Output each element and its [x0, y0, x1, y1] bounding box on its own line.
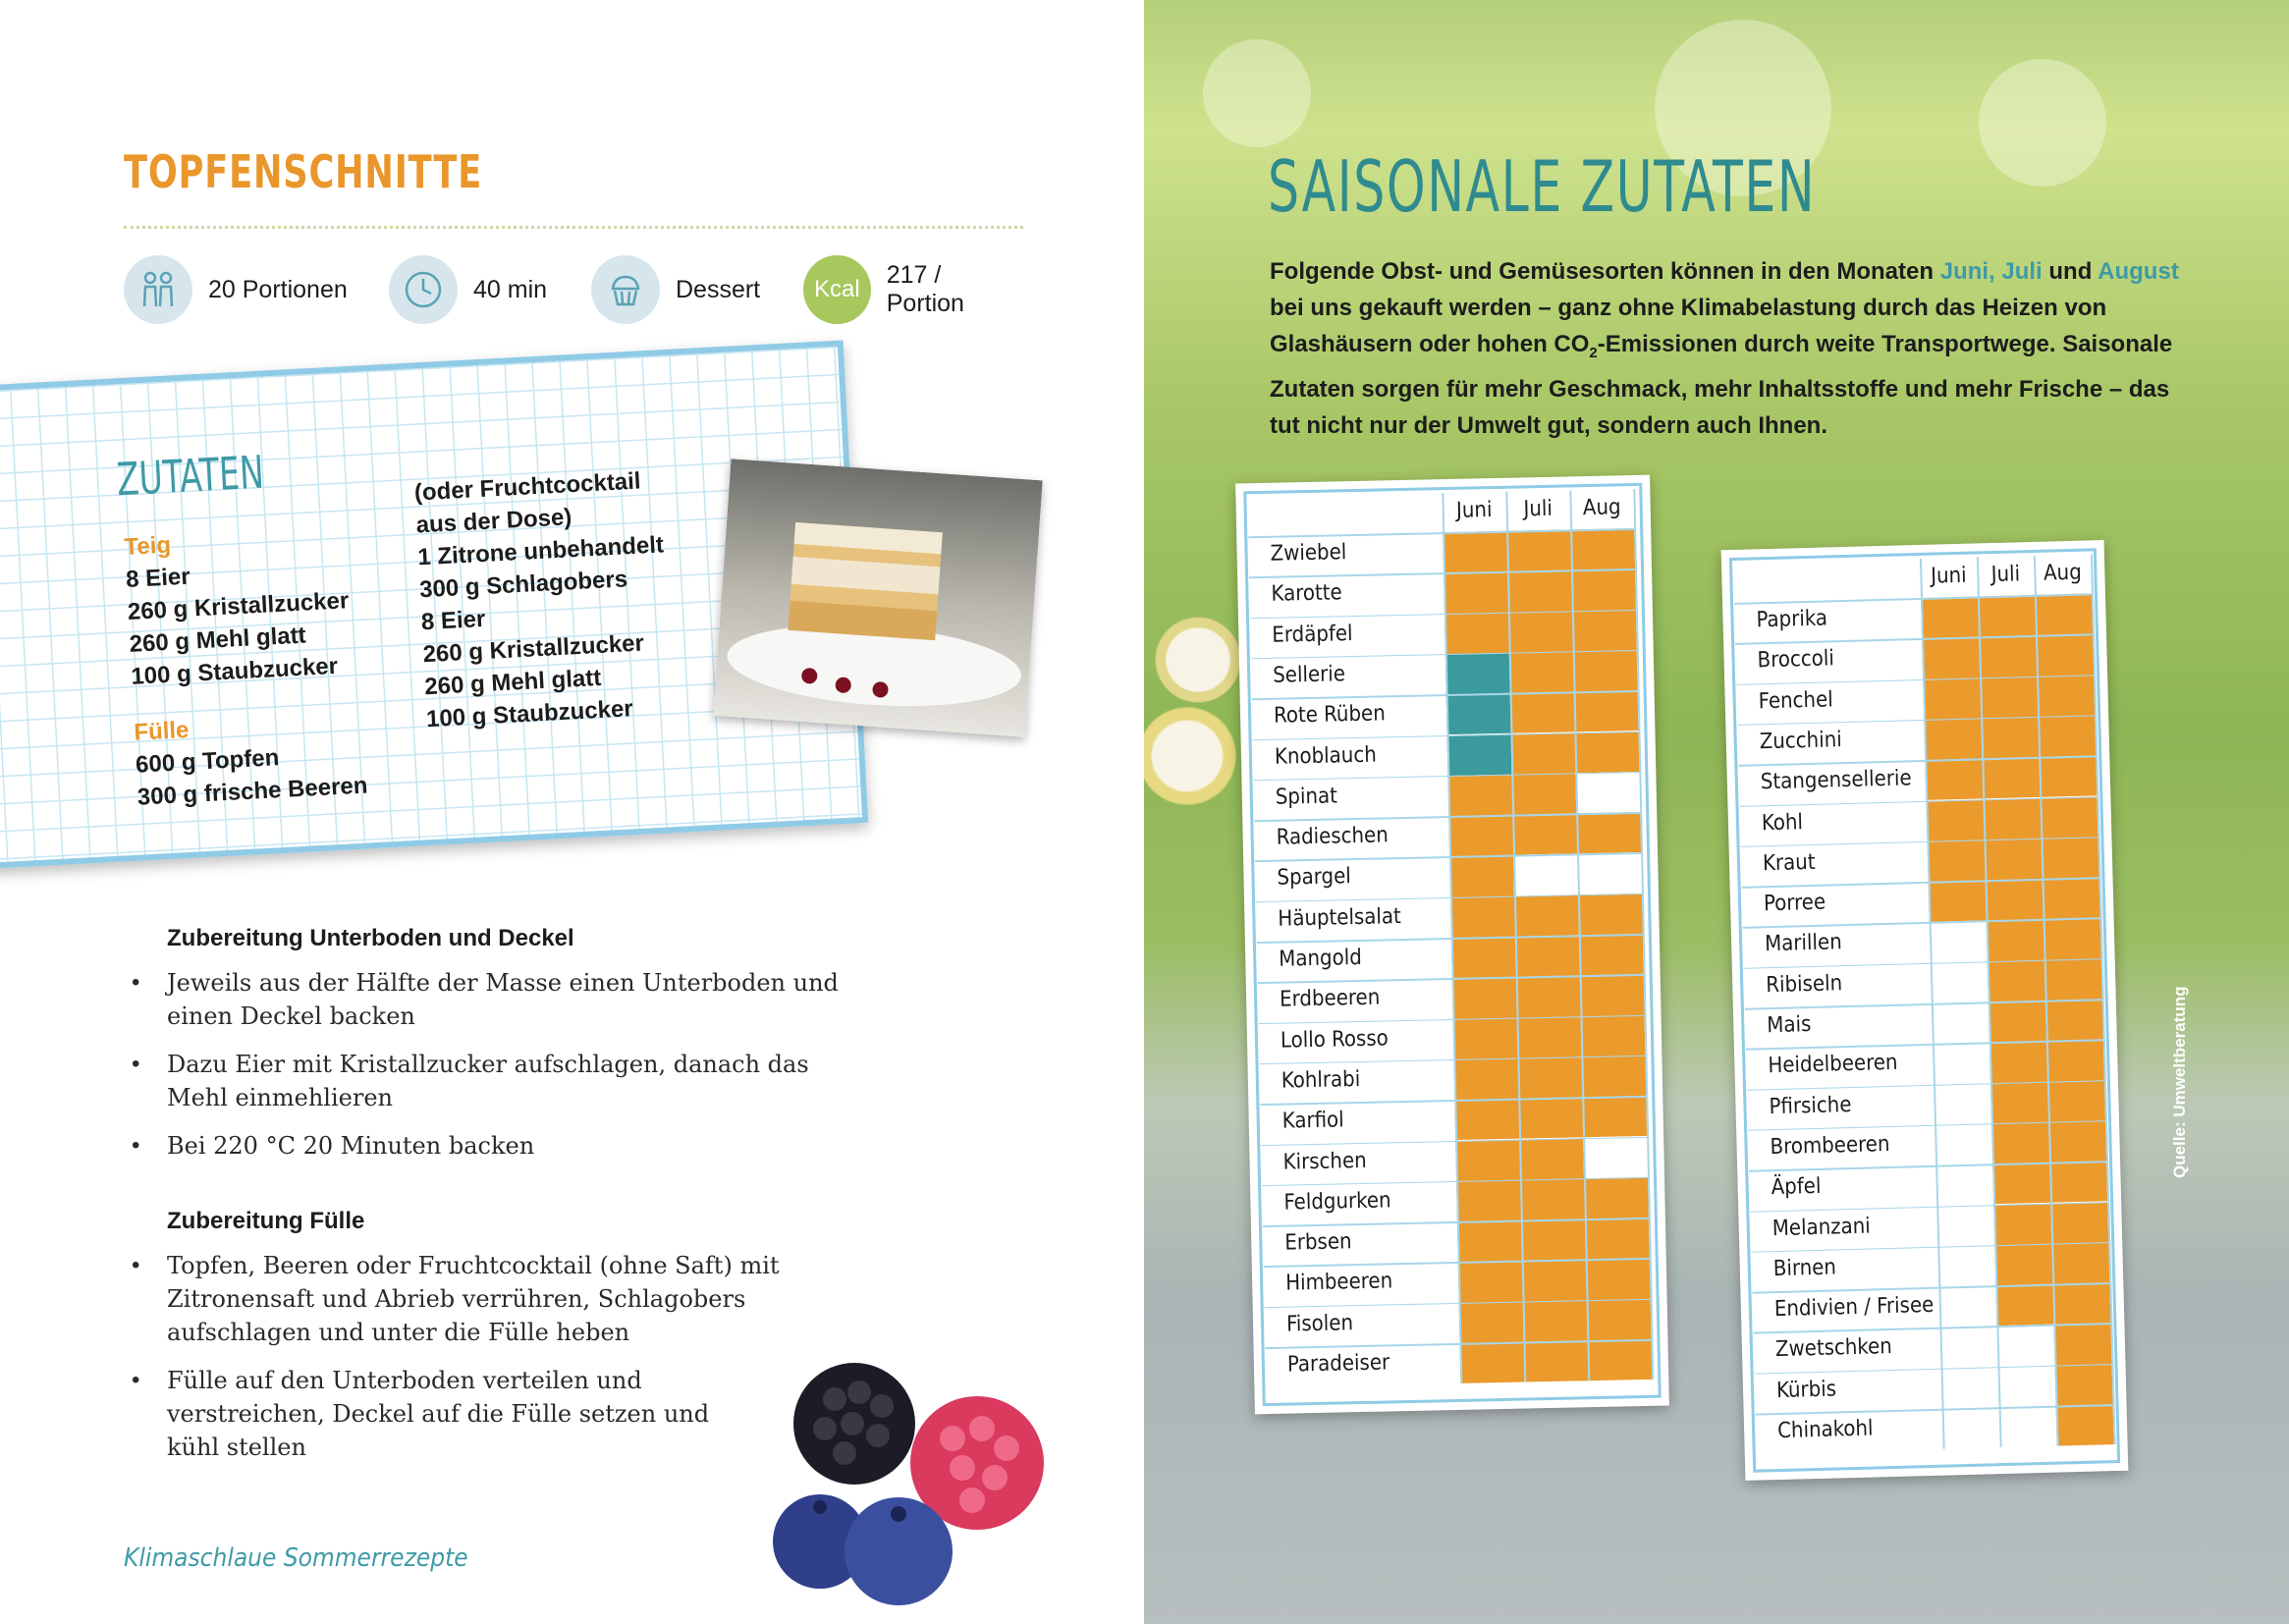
ripe-cell: [1990, 1081, 2048, 1123]
steps-unterboden: [167, 925, 874, 1177]
produce-label: Zwetschken: [1774, 1334, 1893, 1363]
produce-label: Erbsen: [1284, 1229, 1352, 1256]
ingredients-col1: [124, 519, 369, 814]
produce-label: Fenchel: [1758, 686, 1834, 714]
month-header: Aug: [1582, 495, 1621, 521]
ripe-cell: [1923, 677, 1981, 720]
empty-cell: [1513, 854, 1578, 896]
ripe-cell: [1992, 1163, 2050, 1205]
ripe-cell: [1518, 1097, 1583, 1139]
ripe-cell: [1575, 731, 1640, 773]
ripe-cell: [1512, 813, 1577, 855]
ripe-cell: [1981, 717, 2039, 759]
ripe-cell: [1993, 1203, 2051, 1245]
empty-cell: [1932, 1001, 1989, 1044]
ripe-cell: [1454, 1099, 1519, 1141]
step-item: • Jeweils aus der Hälfte der Masse einen Unterboden und einen Deckel backen: [167, 966, 874, 1033]
ripe-cell: [1452, 977, 1517, 1019]
ripe-cell: [1447, 774, 1512, 816]
ripe-cell: [1453, 1058, 1518, 1101]
produce-label: Spinat: [1275, 784, 1338, 810]
ingredient: aus der Dose): [415, 504, 572, 539]
time-info: [389, 255, 547, 324]
kcal-badge: Kcal: [803, 255, 871, 324]
ingredient: 260 g Mehl glatt: [129, 622, 307, 658]
ripe-cell: [1522, 1260, 1587, 1302]
ripe-cell: [2043, 877, 2100, 919]
ripe-cell: [1511, 773, 1576, 815]
ingredient: 260 g Kristallzucker: [421, 629, 645, 669]
ripe-cell: [1927, 839, 1985, 882]
ripe-cell: [1587, 1339, 1652, 1381]
produce-label: Lollo Rosso: [1280, 1025, 1389, 1054]
step-item: • Dazu Eier mit Kristallzucker aufschlagen, danach das Mehl einmehlieren: [167, 1048, 874, 1114]
ingredient: (oder Fruchtcocktail: [413, 467, 642, 507]
ripe-cell: [1586, 1258, 1651, 1300]
ripe-cell: [1510, 692, 1575, 734]
ripe-cell: [2053, 1324, 2111, 1366]
seasonal-intro: Folgende Obst- und Gemüsesorten können in den Monaten Juni, Juli und August bei uns gekauft werden – ganz ohne Klimabelastung durch das Heizen von Glashäusern oder hohen $CO_2$-Emissionen durch weite Transportwege. Saisonale Zutaten sorgen für mehr Geschmack, mehr Inhaltsstoffe und mehr Frische – das tut nicht nur der Umwelt gut, sondern auch Ihnen.: [1270, 258, 2179, 439]
ingredients-title: ZUTATEN: [115, 445, 266, 507]
ripe-cell: [1986, 879, 2044, 921]
ripe-cell: [1924, 718, 1982, 760]
ripe-cell: [2046, 1040, 2104, 1082]
step-heading: Zubereitung Fülle: [167, 1208, 365, 1234]
category-label: Dessert: [676, 275, 761, 303]
recipe-page: [0, 0, 1144, 1624]
ripe-cell: [1511, 732, 1576, 775]
ingredient: 8 Eier: [125, 563, 191, 594]
produce-label: Rote Rüben: [1273, 701, 1387, 729]
ripe-cell: [1994, 1243, 2052, 1285]
time-label: 40 min: [473, 275, 548, 303]
ingredient: 260 g Mehl glatt: [423, 664, 602, 701]
ripe-cell: [1459, 1301, 1524, 1343]
produce-label: Paprika: [1756, 606, 1828, 633]
seasonal-page: [1144, 0, 2289, 1624]
ripe-cell: [2037, 675, 2095, 717]
produce-label: Karfiol: [1281, 1108, 1344, 1134]
ripe-cell: [1574, 690, 1639, 732]
ripe-cell: [2049, 1161, 2107, 1203]
ripe-cell: [2044, 918, 2101, 960]
step-item: • Fülle auf den Unterboden verteilen und verstreichen, Deckel auf die Fülle setzen und kühl stellen: [167, 1364, 717, 1464]
ripe-cell: [1517, 1016, 1582, 1058]
ripe-cell: [1520, 1178, 1585, 1220]
storage-cell: [1446, 693, 1511, 735]
ripe-cell: [1443, 531, 1507, 573]
produce-label: Erdbeeren: [1279, 985, 1381, 1012]
ripe-cell: [1523, 1340, 1588, 1382]
ripe-cell: [1444, 612, 1509, 654]
step-item: • Topfen, Beeren oder Fruchtcocktail (ohne Saft) mit Zitronensaft und Abrieb verrühren, Schlagobers aufschlagen und unter die Fülle heben: [167, 1249, 874, 1349]
berries-image: [756, 1345, 1080, 1624]
ripe-cell: [1573, 650, 1638, 692]
produce-label: Birnen: [1772, 1255, 1837, 1281]
ingredient: 300 g frische Beeren: [136, 772, 369, 811]
ripe-cell: [1516, 976, 1581, 1018]
kcal-label: 217 / Portion: [886, 261, 964, 317]
ripe-cell: [1460, 1342, 1525, 1384]
month-header: Aug: [2043, 560, 2083, 586]
ripe-cell: [1991, 1122, 2049, 1164]
empty-cell: [1930, 921, 1988, 963]
source-note: Quelle: Umweltberatung: [2170, 986, 2189, 1178]
ingredient: 8 Eier: [420, 605, 486, 636]
produce-label: Zwiebel: [1270, 540, 1347, 567]
ripe-cell: [1444, 571, 1508, 614]
ripe-cell: [1519, 1138, 1584, 1180]
ripe-cell: [1978, 595, 2036, 637]
ingredient: 100 g Staubzucker: [130, 652, 339, 690]
produce-label: Kraut: [1762, 849, 1816, 877]
produce-label: Erdäpfel: [1272, 621, 1353, 648]
produce-label: Spargel: [1277, 864, 1352, 892]
ingredient: 1 Zitrone unbehandelt: [416, 531, 665, 571]
empty-cell: [1575, 772, 1640, 814]
ripe-cell: [1450, 895, 1515, 938]
produce-label: Knoblauch: [1274, 742, 1378, 770]
ripe-cell: [1984, 839, 2042, 881]
empty-cell: [1999, 1406, 2057, 1448]
month-header: Juli: [1990, 562, 2021, 588]
empty-cell: [1941, 1367, 1999, 1409]
produce-label: Karotte: [1271, 580, 1342, 608]
produce-label: Paradeiser: [1286, 1350, 1390, 1378]
ripe-cell: [1507, 570, 1572, 613]
ripe-cell: [1509, 651, 1574, 693]
produce-label: Melanzani: [1771, 1214, 1872, 1241]
empty-cell: [1935, 1164, 1993, 1206]
ripe-cell: [1580, 974, 1645, 1016]
ripe-cell: [1982, 757, 2040, 799]
portions-label: 20 Portionen: [208, 275, 348, 303]
ingredients-col2: [413, 463, 673, 735]
ripe-cell: [2035, 593, 2093, 635]
ripe-cell: [2039, 756, 2097, 798]
storage-cell: [1445, 653, 1510, 695]
recipe-info-bar: [124, 255, 1023, 324]
month-header: Juli: [1523, 496, 1553, 522]
empty-cell: [1583, 1136, 1648, 1178]
portions-info: [124, 255, 348, 324]
produce-label: Kohlrabi: [1281, 1066, 1361, 1094]
ingredient: 600 g Topfen: [135, 744, 280, 779]
seasonal-table-1: [1235, 475, 1669, 1415]
month-header: Juni: [1455, 498, 1493, 523]
empty-cell: [1938, 1285, 1996, 1327]
empty-cell: [1936, 1205, 1994, 1247]
ripe-cell: [1585, 1218, 1650, 1260]
empty-cell: [1937, 1245, 1995, 1287]
produce-label: Kohl: [1761, 809, 1804, 836]
ripe-cell: [1576, 812, 1641, 854]
background-bokeh: [1203, 39, 1311, 147]
produce-label: Mais: [1767, 1012, 1812, 1039]
daisy-flowers: [1144, 550, 1252, 825]
divider: [124, 226, 1023, 229]
ripe-cell: [1572, 610, 1637, 652]
empty-cell: [1577, 852, 1642, 894]
produce-label: Pfirsiche: [1769, 1092, 1852, 1119]
ripe-cell: [1457, 1220, 1522, 1263]
empty-cell: [1939, 1326, 1997, 1369]
ripe-cell: [1987, 919, 2044, 961]
ingredient: 260 g Kristallzucker: [127, 587, 350, 625]
ripe-cell: [2044, 958, 2102, 1001]
ripe-cell: [1453, 1017, 1518, 1059]
ripe-cell: [1523, 1300, 1588, 1342]
empty-cell: [1935, 1123, 1992, 1165]
produce-label: Heidelbeeren: [1768, 1051, 1898, 1079]
ripe-cell: [1570, 528, 1635, 570]
cupcake-icon: [591, 255, 660, 324]
ripe-cell: [1926, 799, 1984, 841]
fuelle-heading: Fülle: [133, 716, 191, 746]
month-header: Juni: [1930, 563, 1967, 589]
ripe-cell: [1581, 1015, 1646, 1057]
ripe-cell: [1456, 1179, 1521, 1221]
produce-label: Äpfel: [1771, 1174, 1822, 1201]
produce-label: Marillen: [1764, 930, 1843, 957]
empty-cell: [1996, 1325, 2054, 1367]
ripe-cell: [1929, 880, 1987, 922]
ripe-cell: [1979, 635, 2037, 677]
produce-label: Brombeeren: [1770, 1131, 1890, 1161]
ingredient: 300 g Schlagobers: [418, 566, 628, 604]
step-list: [167, 966, 874, 1163]
produce-label: Feldgurken: [1283, 1188, 1391, 1216]
produce-label: Himbeeren: [1284, 1269, 1393, 1297]
ripe-cell: [2040, 796, 2098, 839]
produce-label: Häuptelsalat: [1278, 903, 1402, 932]
produce-label: Zucchini: [1759, 728, 1843, 755]
produce-label: Chinakohl: [1776, 1416, 1874, 1444]
ripe-cell: [1455, 1139, 1520, 1181]
produce-label: Ribiseln: [1765, 970, 1843, 998]
ripe-cell: [1921, 596, 1979, 638]
ripe-cell: [1995, 1284, 2053, 1326]
footer-title: Klimaschlaue Sommerrezepte: [124, 1543, 468, 1573]
ripe-cell: [1922, 637, 1980, 679]
step-item: • Bei 220 °C 20 Minuten backen: [167, 1129, 874, 1163]
ripe-cell: [1508, 611, 1573, 653]
ripe-cell: [2047, 1080, 2105, 1122]
ripe-cell: [1980, 676, 2038, 718]
empty-cell: [1933, 1043, 1990, 1085]
produce-label: Endivien / Frisee: [1773, 1292, 1935, 1323]
ripe-cell: [1579, 934, 1644, 976]
clock-icon: [389, 255, 458, 324]
ripe-cell: [1581, 1056, 1646, 1098]
ripe-cell: [1584, 1177, 1649, 1219]
people-icon: [124, 255, 192, 324]
produce-label: Kirschen: [1282, 1148, 1367, 1175]
ripe-cell: [1451, 937, 1516, 979]
ripe-cell: [1514, 894, 1579, 937]
ripe-cell: [2055, 1364, 2113, 1406]
empty-cell: [1934, 1083, 1991, 1125]
produce-label: Fisolen: [1285, 1310, 1354, 1337]
ripe-cell: [1515, 935, 1580, 977]
ingredient: 100 g Staubzucker: [425, 695, 634, 733]
ripe-cell: [1925, 759, 1983, 801]
ripe-cell: [1571, 568, 1636, 611]
produce-label: Radieschen: [1276, 823, 1390, 850]
ripe-cell: [1587, 1299, 1652, 1341]
category-info: [591, 255, 760, 324]
ripe-cell: [2050, 1202, 2108, 1244]
ripe-cell: [2045, 999, 2103, 1041]
ripe-cell: [1458, 1261, 1523, 1303]
produce-label: Sellerie: [1272, 662, 1346, 688]
step-heading: Zubereitung Unterboden und Deckel: [167, 925, 574, 951]
ripe-cell: [1517, 1056, 1582, 1099]
ripe-cell: [2041, 837, 2098, 879]
storage-cell: [1447, 733, 1512, 776]
produce-label: Broccoli: [1757, 646, 1835, 674]
ripe-cell: [1521, 1218, 1586, 1261]
ripe-cell: [1989, 1041, 2047, 1083]
ripe-cell: [2051, 1242, 2109, 1284]
recipe-title: TOPFENSCHNITTE: [124, 145, 483, 198]
ripe-cell: [1989, 1001, 2046, 1043]
empty-cell: [1998, 1365, 2056, 1407]
background-bokeh: [1979, 59, 2106, 187]
produce-label: Stangensellerie: [1760, 766, 1912, 795]
ripe-cell: [1988, 959, 2045, 1001]
produce-label: Kürbis: [1775, 1377, 1837, 1403]
ripe-cell: [1582, 1096, 1647, 1138]
ripe-cell: [1448, 815, 1513, 857]
ripe-cell: [2052, 1282, 2110, 1325]
ripe-cell: [1506, 529, 1571, 571]
produce-label: Mangold: [1279, 945, 1363, 972]
ripe-cell: [1578, 893, 1643, 936]
ripe-cell: [2048, 1120, 2106, 1163]
empty-cell: [1931, 961, 1989, 1003]
seasonal-title: SAISONALE ZUTATEN: [1268, 145, 1817, 228]
empty-cell: [1942, 1407, 2000, 1449]
ripe-cell: [1449, 855, 1514, 897]
ripe-cell: [1983, 797, 2041, 839]
ripe-cell: [2038, 715, 2096, 757]
seasonal-table-2: [1721, 540, 2129, 1481]
teig-heading: Teig: [123, 531, 172, 562]
cake-photo: [713, 459, 1043, 737]
ripe-cell: [2036, 634, 2094, 677]
ripe-cell: [2056, 1404, 2114, 1446]
kcal-info: [803, 255, 1023, 324]
produce-label: Porree: [1763, 890, 1826, 917]
